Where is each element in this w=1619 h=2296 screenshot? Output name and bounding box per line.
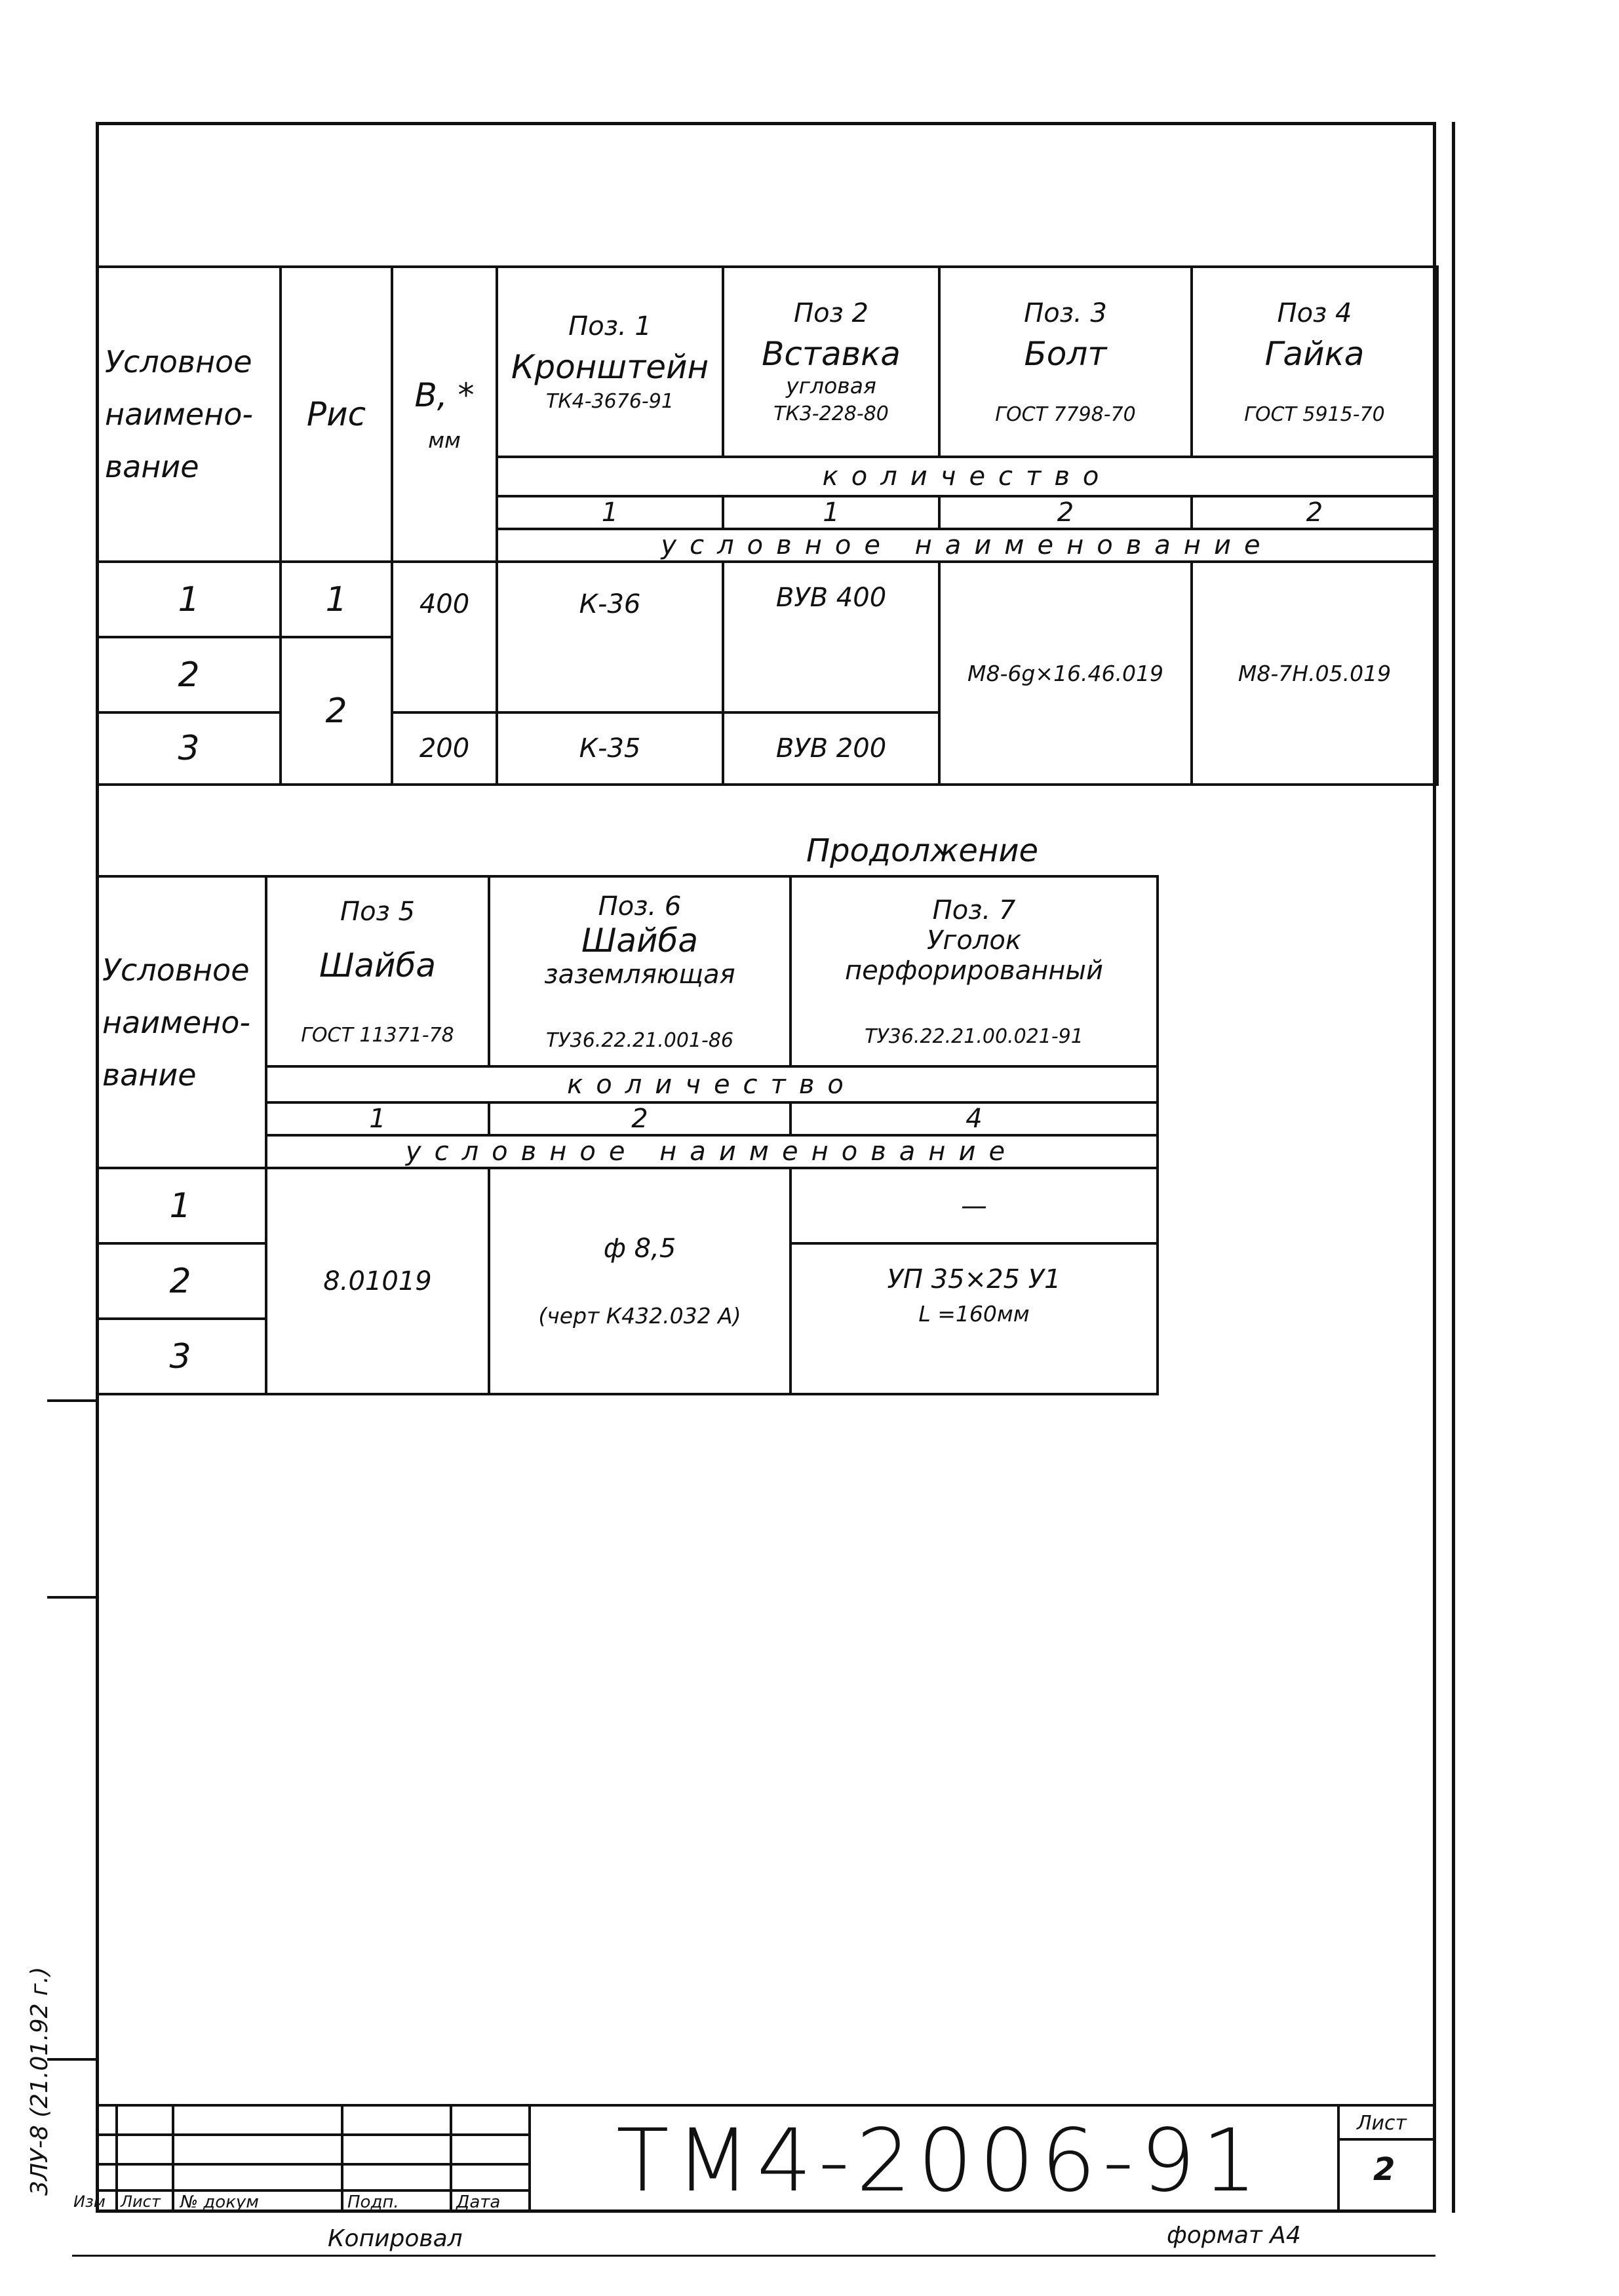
row-1-pos2: ВУВ 400 bbox=[723, 562, 939, 712]
specification-table-1 bbox=[96, 265, 1439, 786]
t2-qty-pos-7: 4 bbox=[790, 1102, 1158, 1135]
header-pos-1: Поз. 1 Кронштейн ТК4-3676-91 bbox=[497, 267, 723, 457]
t2-header-pos-5: Поз 5 Шайба ГОСТ 11371-78 bbox=[266, 876, 489, 1066]
margin-tick bbox=[47, 2058, 96, 2061]
t2-qty-pos-5: 1 bbox=[266, 1102, 489, 1135]
sheet-number: 2 bbox=[1373, 2151, 1395, 2188]
row-2-number: 2 bbox=[97, 637, 281, 712]
col-podp-label: Подп. bbox=[347, 2192, 399, 2212]
row-3-number: 3 bbox=[97, 712, 281, 785]
t2-kolichestvo-label: количество bbox=[266, 1066, 1158, 1102]
row-3-pos2: ВУВ 200 bbox=[723, 712, 939, 785]
specification-table-2 bbox=[96, 875, 1159, 1395]
qty-pos-3: 2 bbox=[939, 496, 1192, 529]
row-1-ris: 1 bbox=[281, 562, 392, 637]
header-pos-2: Поз 2 Вставка угловая ТК3-228-80 bbox=[723, 267, 939, 457]
t2-row-3-number: 3 bbox=[96, 1319, 266, 1394]
qty-pos-2: 1 bbox=[723, 496, 939, 529]
pos7-value: УП 35×25 У1 L =160мм bbox=[790, 1243, 1158, 1394]
col-ndoc-label: № докум bbox=[180, 2192, 259, 2212]
t2-header-pos-7: Поз. 7 Уголок перфорированный ТУ36.22.21.00.021-91 bbox=[790, 876, 1158, 1066]
t2-qty-pos-6: 2 bbox=[489, 1102, 790, 1135]
col-list-label: Лист bbox=[121, 2192, 161, 2211]
t2-row-1-number: 1 bbox=[96, 1168, 266, 1243]
row-1-b: 400 bbox=[392, 562, 497, 712]
copied-by-label: Копировал bbox=[328, 2225, 463, 2252]
kolichestvo-label: количество bbox=[497, 457, 1437, 496]
pos4-value: М8-7Н.05.019 bbox=[1192, 562, 1437, 785]
qty-pos-1: 1 bbox=[497, 496, 723, 529]
header-name-col: Условное наимено-вание bbox=[97, 267, 281, 562]
margin-tick bbox=[47, 1596, 96, 1599]
pos5-value: 8.01019 bbox=[266, 1168, 489, 1394]
header-ris: Рис bbox=[281, 267, 392, 562]
pos3-value: М8-6g×16.46.019 bbox=[939, 562, 1192, 785]
row-3-pos1: К-35 bbox=[497, 712, 723, 785]
t2-uslovnoe-label: условное наименование bbox=[266, 1135, 1158, 1168]
row-2-ris: 2 bbox=[281, 637, 392, 785]
col-izm-label: Изм bbox=[73, 2192, 106, 2211]
document-code: ТМ4-2006-91 bbox=[616, 2111, 1264, 2211]
margin-tick bbox=[47, 1399, 96, 1402]
pos6-value: ф 8,5 (черт К432.032 А) bbox=[489, 1168, 790, 1394]
continuation-label: Продолжение bbox=[806, 832, 1039, 869]
uslovnoe-label: условное наименование bbox=[497, 529, 1437, 562]
pos7-dash: — bbox=[790, 1168, 1158, 1243]
header-b: B, * мм bbox=[392, 267, 497, 562]
row-1-pos1: К-36 bbox=[497, 562, 723, 712]
sheet-label: Лист bbox=[1357, 2112, 1407, 2135]
col-data-label: Дата bbox=[456, 2192, 501, 2212]
t2-header-name-col: Условное наимено-вание bbox=[96, 876, 266, 1168]
binding-margin-line bbox=[1452, 122, 1455, 2213]
row-3-b: 200 bbox=[392, 712, 497, 785]
format-label: формат А4 bbox=[1167, 2222, 1301, 2249]
header-pos-4: Поз 4 Гайка ГОСТ 5915-70 bbox=[1192, 267, 1437, 457]
t2-row-2-number: 2 bbox=[96, 1243, 266, 1319]
header-pos-3: Поз. 3 Болт ГОСТ 7798-70 bbox=[939, 267, 1192, 457]
row-1-number: 1 bbox=[97, 562, 281, 637]
qty-pos-4: 2 bbox=[1192, 496, 1437, 529]
t2-header-pos-6: Поз. 6 Шайба заземляющая ТУ36.22.21.001-86 bbox=[489, 876, 790, 1066]
margin-note: 3ЛУ-8 (21.01.92 г.) bbox=[26, 1966, 53, 2196]
